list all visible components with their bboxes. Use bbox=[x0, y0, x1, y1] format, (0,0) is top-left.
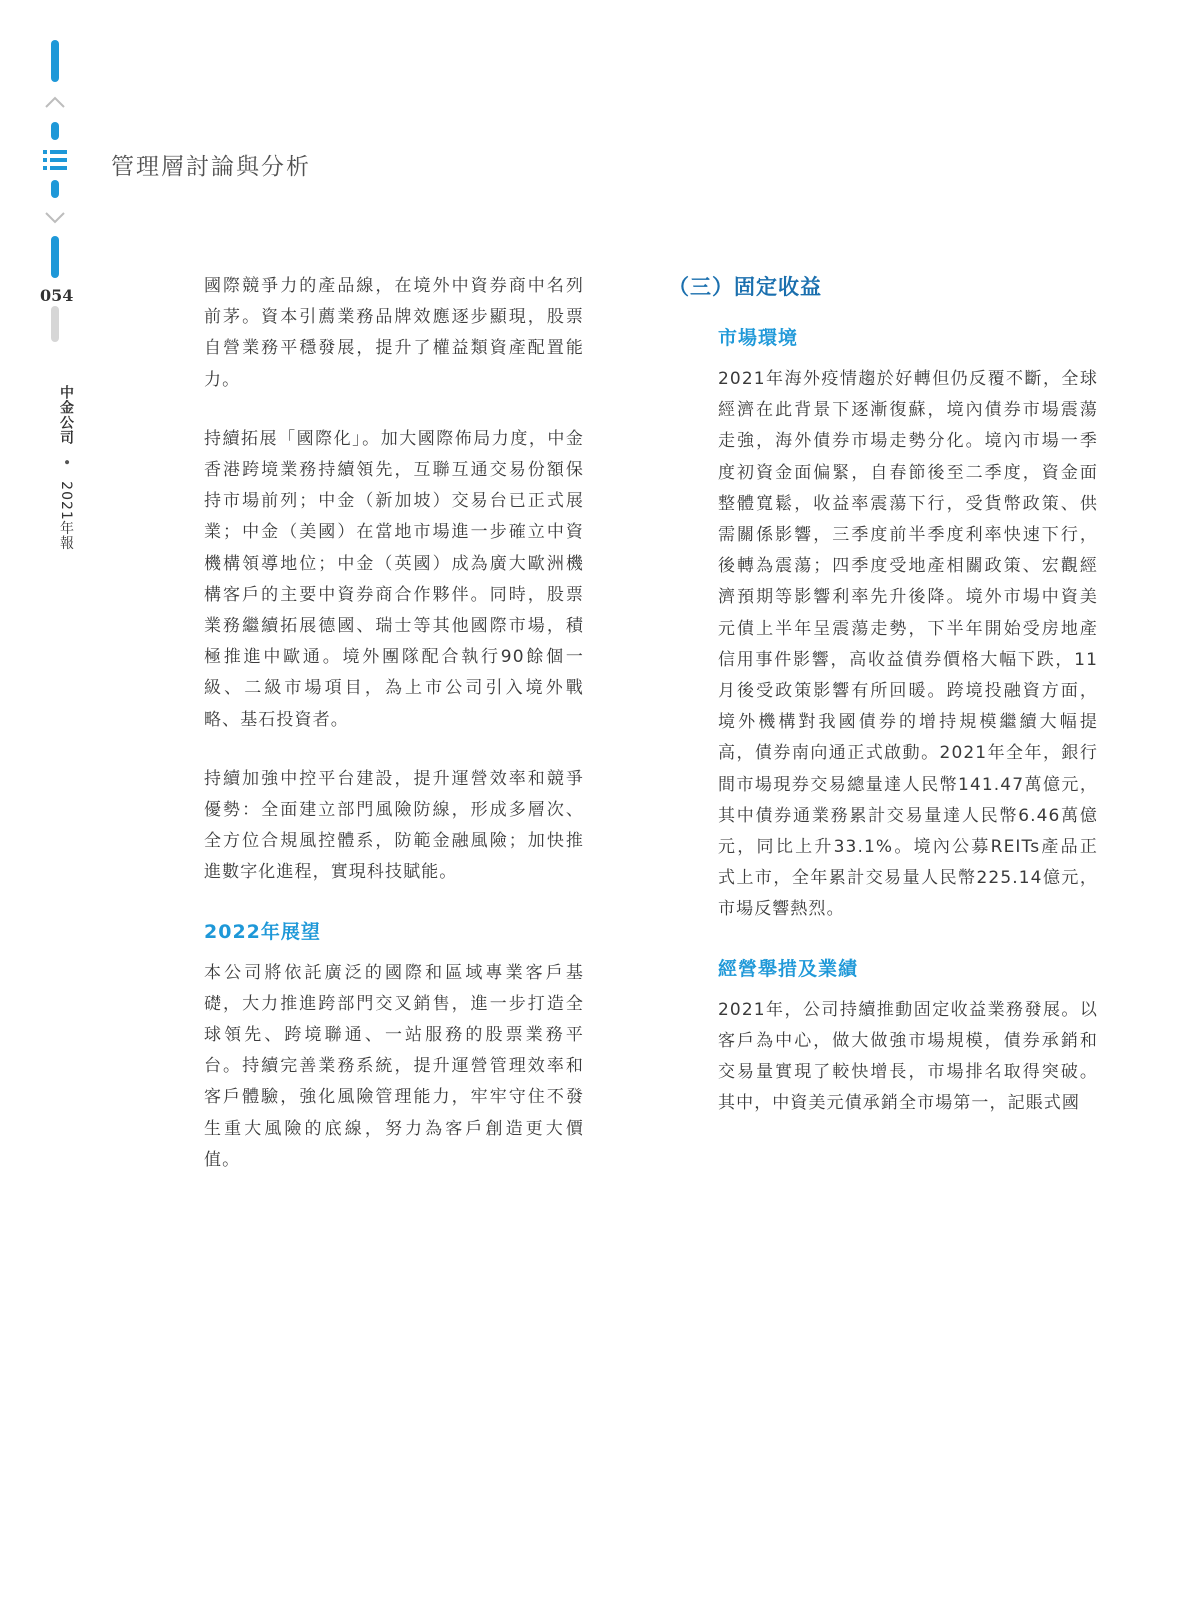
market-heading: 市場環境 bbox=[718, 327, 799, 349]
operations-heading: 經營舉措及業績 bbox=[718, 957, 859, 980]
outlook-heading: 2022年展望 bbox=[204, 920, 321, 943]
chevron-up-icon[interactable] bbox=[44, 95, 66, 109]
nav-bar-upper bbox=[51, 122, 59, 140]
page-title: 管理層討論與分析 bbox=[111, 154, 311, 180]
left-column bbox=[204, 271, 584, 1204]
nav-bar-top bbox=[51, 40, 59, 82]
company-name: 中金公司 bbox=[58, 385, 74, 445]
paragraph: 持續拓展「國際化」。加大國際佈局力度，中金香港跨境業務持續領先，互聯互通交易份額保持市場前列；中金（新加坡）交易台已正式展業；中金（美國）在當地市場進一步確立中資機構領導地位；中金（英國）成為廣大歐洲機構客戶的主要中資券商合作夥伴。同時，股票業務繼續拓展德國、瑞士等其他國際市場，積極推進中歐通。境外團隊配合執行90餘個一級、二級市場項目，為上市公司引入境外戰略、基石投資者。 bbox=[204, 428, 584, 730]
nav-bar-gray bbox=[51, 306, 59, 342]
outlook-paragraph: 本公司將依託廣泛的國際和區域專業客戶基礎，大力推進跨部門交叉銷售，進一步打造全球領先、跨境聯通、一站服務的股票業務平台。持續完善業務系統，提升運營管理效率和客戶體驗，強化風險管理能力，牢牢守住不發生重大風險的底線，努力為客戶創造更大價值。 bbox=[204, 962, 584, 1170]
page-number: 054 bbox=[40, 286, 74, 305]
paragraph: 國際競爭力的產品線，在境外中資券商中名列前茅。資本引薦業務品牌效應逐步顯現，股票自營業務平穩發展，提升了權益類資產配置能力。 bbox=[204, 276, 584, 390]
market-paragraph: 2021年海外疫情趨於好轉但仍反覆不斷，全球經濟在此背景下逐漸復蘇，境內債券市場震蕩走強，海外債券市場走勢分化。境內市場一季度初資金面偏緊，自春節後至二季度，資金面整體寬鬆，收益率震蕩下行，受貨幣政策、供需關係影響，三季度前半季度利率快速下行，後轉為震蕩；四季度受地產相關政策、宏觀經濟預期等影響利率先升後降。境外市場中資美元債上半年呈震蕩走勢，下半年開始受房地產信用事件影響，高收益債券價格大幅下跌，11月後受政策影響有所回暖。跨境投融資方面，境外機構對我國債券的增持規模繼續大幅提高，債券南向通正式啟動。2021年全年，銀行間市場現券交易總量達人民幣141.47萬億元，其中債券通業務累計交易量達人民幣6.46萬億元，同比上升33.1%。境內公募REITs產品正式上市，全年累計交易量人民幣225.14億元，市場反響熱烈。 bbox=[718, 369, 1098, 920]
separator-dot: • bbox=[58, 458, 74, 468]
section-body bbox=[668, 323, 1098, 1119]
chevron-down-icon[interactable] bbox=[44, 211, 66, 225]
paragraph: 持續加強中控平台建設，提升運營效率和競爭優勢：全面建立部門風險防線，形成多層次、全方位合規風控體系，防範金融風險；加快推進數字化進程，實現科技賦能。 bbox=[204, 768, 584, 883]
right-column bbox=[668, 271, 1098, 1147]
nav-bar-mid bbox=[51, 236, 59, 278]
section-heading: （三）固定收益 bbox=[668, 275, 822, 299]
sidebar-nav bbox=[0, 0, 110, 1615]
menu-list-icon[interactable] bbox=[42, 148, 68, 172]
operations-paragraph: 2021年，公司持續推動固定收益業務發展。以客戶為中心，做大做強市場規模，債券承銷和交易量實現了較快增長，市場排名取得突破。其中，中資美元債承銷全市場第一，記賬式國 bbox=[718, 999, 1098, 1114]
company-report-label bbox=[56, 385, 76, 551]
report-name: 2021年報 bbox=[58, 481, 74, 551]
nav-bar-lower bbox=[51, 180, 59, 198]
